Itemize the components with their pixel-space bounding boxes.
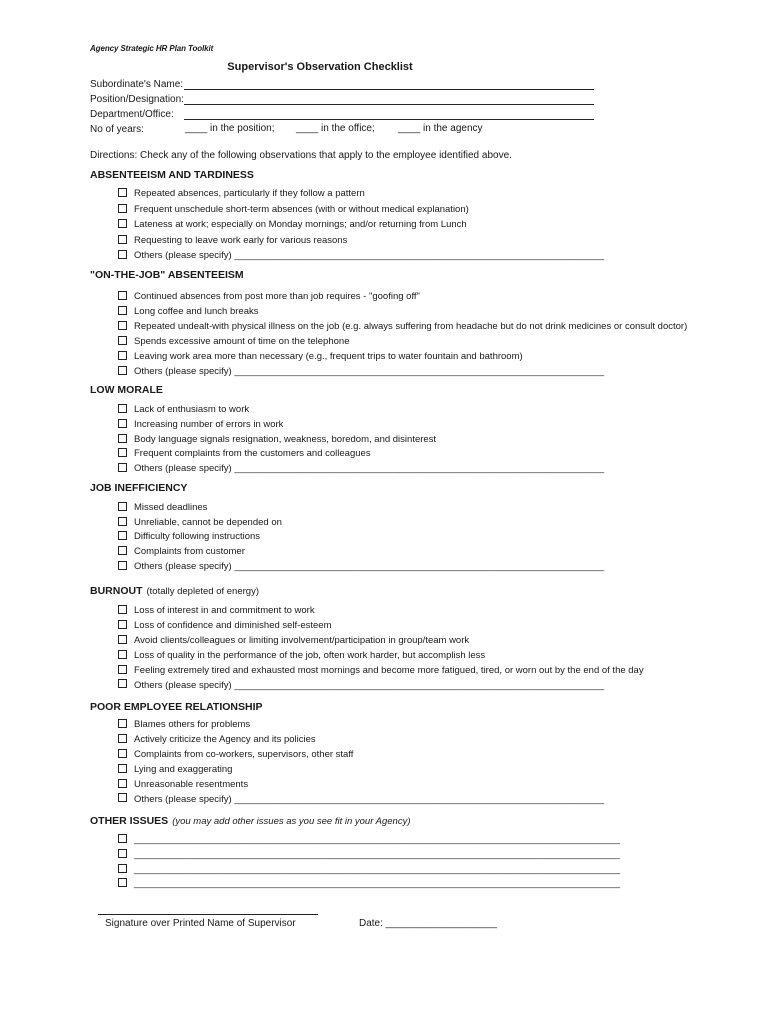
toolkit-label: Agency Strategic HR Plan Toolkit: [90, 44, 214, 53]
checkbox[interactable]: [118, 793, 127, 802]
checklist-item: [118, 777, 248, 792]
checklist-item-text: Lack of enthusiasm to work: [134, 404, 250, 415]
checklist-item-text: Unreliable, cannot be depended on: [134, 516, 282, 528]
checklist-item-text[interactable]: ____________________________________________________________________________________________: [134, 848, 621, 860]
checkbox[interactable]: [118, 546, 127, 555]
checklist-item-text[interactable]: ____________________________________________________________________________________________: [134, 863, 621, 875]
checklist-item: [118, 349, 523, 364]
checklist-item: [118, 559, 604, 574]
date-field[interactable]: Date: ____________________: [359, 918, 497, 929]
checklist-item-text: Frequent complaints from the customers and colleagues: [134, 448, 371, 460]
checkbox[interactable]: [118, 605, 127, 614]
checkbox[interactable]: [118, 306, 127, 315]
checkbox[interactable]: [118, 321, 127, 330]
checklist-item-text: Lying and exaggerating: [134, 763, 233, 775]
checklist-item: [118, 678, 604, 693]
checklist-item: [118, 529, 260, 544]
section-note: (you may add other issues as you see fit in your Agency): [172, 816, 411, 827]
checkbox[interactable]: [118, 665, 127, 674]
checklist-item-text[interactable]: Others (please specify) ______________________________________________________________________: [134, 560, 605, 572]
checklist-item: [118, 186, 365, 201]
checklist-item-text: Body language signals resignation, weakness, boredom, and disinterest: [134, 433, 437, 445]
checklist-item-text: Lateness at work; especially on Monday mornings; and/or returning from Lunch: [134, 219, 467, 231]
checkbox[interactable]: [118, 517, 127, 526]
position-field[interactable]: [184, 104, 594, 105]
checklist-item: [118, 233, 347, 248]
checklist-item: [118, 648, 485, 663]
checkbox[interactable]: [118, 849, 127, 858]
checklist-item-text: Repeated undealt-with physical illness on the job (e.g. always suffering from headache but do not drink medicines or consult doctor): [134, 321, 688, 332]
checkbox[interactable]: [118, 434, 127, 443]
section-note: (totally depleted of energy): [146, 586, 259, 597]
checkbox[interactable]: [118, 620, 127, 629]
checkbox[interactable]: [118, 734, 127, 743]
checklist-item-text[interactable]: Others (please specify) ______________________________________________________________________: [134, 679, 605, 691]
checklist-item: [118, 663, 644, 678]
checkbox[interactable]: [118, 366, 127, 375]
checklist-item-text: Blames others for problems: [134, 719, 251, 730]
checklist-item-text[interactable]: ____________________________________________________________________________________________: [134, 834, 621, 845]
section-heading-text: BURNOUT: [90, 585, 143, 597]
checkbox[interactable]: [118, 635, 127, 644]
checklist-item: [118, 633, 469, 648]
checklist-item-text: Complaints from co-workers, supervisors, other staff: [134, 748, 354, 760]
checklist-item-text: Loss of interest in and commitment to work: [134, 605, 315, 616]
checklist-item-text: Feeling extremely tired and exhausted most mornings and become more fatigued, tired, or worn out by the end of the day: [134, 664, 644, 676]
checklist-item-text[interactable]: Others (please specify) ______________________________________________________________________: [134, 366, 605, 377]
checklist-item: [118, 500, 207, 515]
checkbox[interactable]: [118, 219, 127, 228]
checklist-item-text: Loss of quality in the performance of the job, often work harder, but accomplish less: [134, 649, 486, 661]
checklist-item-text: Missed deadlines: [134, 502, 208, 513]
years-in-office-field[interactable]: ____ in the office;: [296, 123, 375, 134]
checkbox[interactable]: [118, 250, 127, 259]
page-title: Supervisor's Observation Checklist: [227, 61, 413, 73]
checkbox[interactable]: [118, 561, 127, 570]
checklist-item: [118, 544, 245, 559]
section-heading-low-morale: [90, 384, 163, 396]
section-heading-text: POOR EMPLOYEE RELATIONSHIP: [90, 701, 263, 713]
years-label: No of years:: [90, 124, 144, 135]
checklist-item-text: Unreasonable resentments: [134, 778, 249, 790]
checkbox[interactable]: [118, 834, 127, 843]
signature-label: Signature over Printed Name of Supervisor: [105, 918, 296, 929]
section-heading-job-inefficiency: [90, 482, 187, 494]
checklist-item: [118, 289, 420, 304]
checklist-item-text: Actively criticize the Agency and its policies: [134, 733, 316, 745]
checklist-item-text[interactable]: Others (please specify) ______________________________________________________________________: [134, 463, 605, 475]
checkbox[interactable]: [118, 404, 127, 413]
checklist-item: [118, 832, 620, 847]
checklist-item: [118, 334, 349, 349]
signature-line[interactable]: [98, 914, 318, 915]
department-label: Department/Office:: [90, 109, 174, 120]
checklist-item: [118, 248, 604, 263]
checklist-item-text[interactable]: Others (please specify) ______________________________________________________________________: [134, 250, 605, 262]
years-in-agency-field[interactable]: ____ in the agency: [398, 123, 483, 134]
checklist-item-text[interactable]: ____________________________________________________________________________________________: [134, 878, 621, 890]
checkbox[interactable]: [118, 878, 127, 887]
checklist-item: [118, 446, 371, 461]
checklist-item: [118, 304, 258, 319]
checklist-item: [118, 402, 249, 417]
checkbox[interactable]: [118, 291, 127, 300]
checkbox[interactable]: [118, 336, 127, 345]
section-heading-burnout: [90, 585, 259, 597]
checkbox[interactable]: [118, 188, 127, 197]
checkbox[interactable]: [118, 235, 127, 244]
checkbox[interactable]: [118, 204, 127, 213]
section-heading-on-the-job: [90, 269, 244, 281]
checkbox[interactable]: [118, 502, 127, 511]
directions-text: Directions: Check any of the following observations that apply to the employee identified above.: [90, 150, 512, 161]
checklist-item-text: Complaints from customer: [134, 546, 245, 558]
checklist-item: [118, 847, 620, 862]
checklist-item: [118, 432, 436, 447]
subordinate-name-field[interactable]: [184, 89, 594, 90]
checklist-item-text: Requesting to leave work early for various reasons: [134, 234, 348, 246]
checklist-item: [118, 732, 316, 747]
checklist-item-text: Loss of confidence and diminished self-esteem: [134, 619, 332, 631]
checklist-item-text: Frequent unschedule short-term absences (with or without medical explanation): [134, 203, 469, 215]
checkbox[interactable]: [118, 679, 127, 688]
checklist-item: [118, 461, 604, 476]
checklist-item-text[interactable]: Others (please specify) ______________________________________________________________________: [134, 793, 605, 805]
checklist-item: [118, 202, 469, 217]
section-heading-other-issues: [90, 815, 411, 827]
checklist-item: [118, 717, 250, 732]
checklist-item-text: Difficulty following instructions: [134, 531, 261, 543]
subordinate-name-label: Subordinate's Name:: [90, 79, 184, 90]
checklist-item: [118, 762, 232, 777]
section-heading-poor-relationship: [90, 701, 263, 713]
checklist-item-text: Increasing number of errors in work: [134, 418, 284, 430]
checkbox[interactable]: [118, 719, 127, 728]
checklist-item: [118, 876, 620, 891]
checkbox[interactable]: [118, 749, 127, 758]
checklist-item: [118, 747, 353, 762]
checkbox[interactable]: [118, 531, 127, 540]
checklist-item: [118, 618, 332, 633]
checkbox[interactable]: [118, 864, 127, 873]
checkbox[interactable]: [118, 463, 127, 472]
section-heading-text: "ON-THE-JOB" ABSENTEEISM: [90, 269, 244, 281]
checkbox[interactable]: [118, 650, 127, 659]
section-heading-text: JOB INEFFICIENCY: [90, 482, 188, 494]
position-label: Position/Designation:: [90, 94, 184, 105]
checklist-item-text: Continued absences from post more than job requires - "goofing off": [134, 291, 420, 302]
checkbox[interactable]: [118, 448, 127, 457]
checklist-item: [118, 417, 283, 432]
section-heading-text: ABSENTEEISM AND TARDINESS: [90, 169, 254, 181]
section-heading-text: OTHER ISSUES: [90, 815, 169, 827]
checkbox[interactable]: [118, 764, 127, 773]
section-heading-text: LOW MORALE: [90, 384, 163, 396]
checklist-item: [118, 603, 315, 618]
checkbox[interactable]: [118, 419, 127, 428]
checklist-item: [118, 792, 604, 807]
checklist-item: [118, 364, 604, 379]
years-in-position-field[interactable]: ____ in the position;: [185, 123, 275, 134]
checklist-item-text: Leaving work area more than necessary (e.g., frequent trips to water fountain and bathroom): [134, 351, 523, 362]
checkbox[interactable]: [118, 779, 127, 788]
checkbox[interactable]: [118, 351, 127, 360]
checklist-item: [118, 515, 282, 530]
checklist-item-text: Avoid clients/colleagues or limiting involvement/participation in group/team work: [134, 634, 470, 646]
checklist-item: [118, 217, 467, 232]
checklist-item: [118, 862, 620, 877]
checklist-item-text: Spends excessive amount of time on the telephone: [134, 336, 350, 347]
checklist-item-text: Long coffee and lunch breaks: [134, 306, 259, 317]
checklist-item-text: Repeated absences, particularly if they follow a pattern: [134, 188, 365, 199]
department-field[interactable]: [184, 119, 594, 120]
checklist-item: [118, 319, 687, 334]
section-heading-absenteeism: [90, 169, 254, 181]
